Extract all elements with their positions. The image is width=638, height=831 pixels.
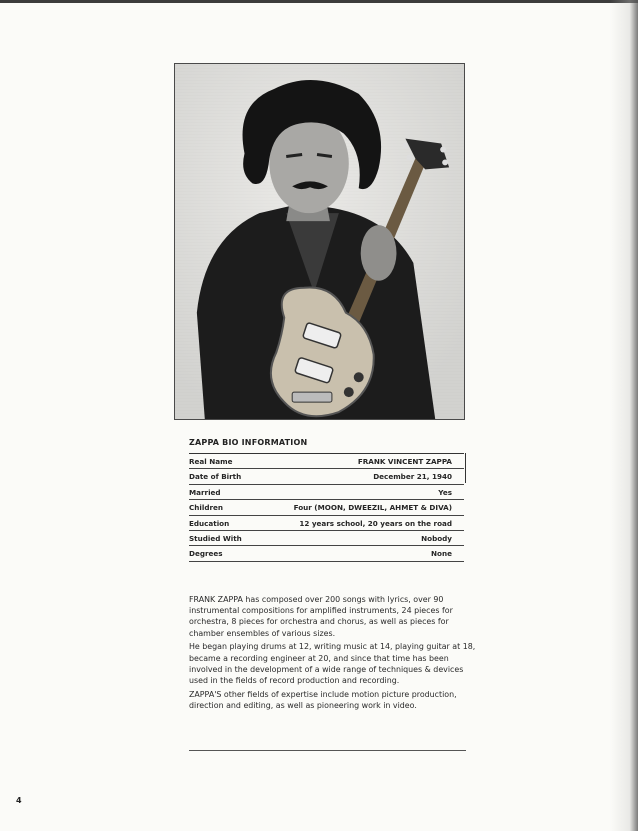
- bio-value: None: [431, 549, 452, 559]
- paragraph-expertise: ZAPPA'S other fields of expertise include motion picture production, direction and editing, as well as pioneering work in video.: [189, 689, 457, 710]
- bio-row-studied-with: [189, 531, 464, 546]
- bio-row-education: [189, 516, 464, 531]
- bio-label: Date of Birth: [189, 472, 242, 482]
- bio-label: Children: [189, 503, 224, 513]
- bio-value: December 21, 1940: [373, 472, 452, 482]
- bio-table: [189, 453, 464, 562]
- biography-text: [189, 594, 479, 714]
- page-binding-shadow: [610, 0, 638, 831]
- bio-heading: ZAPPA BIO INFORMATION: [189, 438, 308, 447]
- bottom-rule: [189, 750, 466, 751]
- bio-label: Degrees: [189, 549, 223, 559]
- page-number: 4: [16, 796, 22, 805]
- bio-value: Yes: [438, 487, 452, 497]
- bio-row-married: [189, 485, 464, 500]
- bio-row-date-of-birth: [189, 469, 464, 484]
- table-edge-rule: [465, 453, 466, 483]
- portrait-illustration: [175, 64, 464, 419]
- bio-value: 12 years school, 20 years on the road: [299, 518, 452, 528]
- bio-label: Studied With: [189, 533, 242, 543]
- bio-row-degrees: [189, 546, 464, 561]
- bio-label: Real Name: [189, 457, 233, 466]
- bio-value: Nobody: [421, 533, 452, 543]
- bio-label: Education: [189, 518, 230, 528]
- bio-row-real-name: [189, 454, 464, 469]
- bio-value: FRANK VINCENT ZAPPA: [357, 457, 452, 466]
- paragraph-career: He began playing drums at 12, writing music at 14, playing guitar at 18, became a recording engineer at 20, and since that time has been involved in the development of a wide range of techniques & devices used in the fields of record production and recording.: [189, 642, 476, 685]
- portrait-photo: [174, 63, 465, 420]
- top-edge-rule: [0, 0, 638, 3]
- bio-row-children: [189, 500, 464, 515]
- bio-value: Four (MOON, DWEEZIL, AHMET & DIVA): [293, 503, 452, 513]
- paragraph-compositions: FRANK ZAPPA has composed over 200 songs with lyrics, over 90 instrumental compositions for amplified instruments, 24 pieces for orchestra, 8 pieces for orchestra and chorus, as well as pieces for chamber ensembles of various sizes.: [189, 595, 453, 638]
- bio-label: Married: [189, 487, 221, 497]
